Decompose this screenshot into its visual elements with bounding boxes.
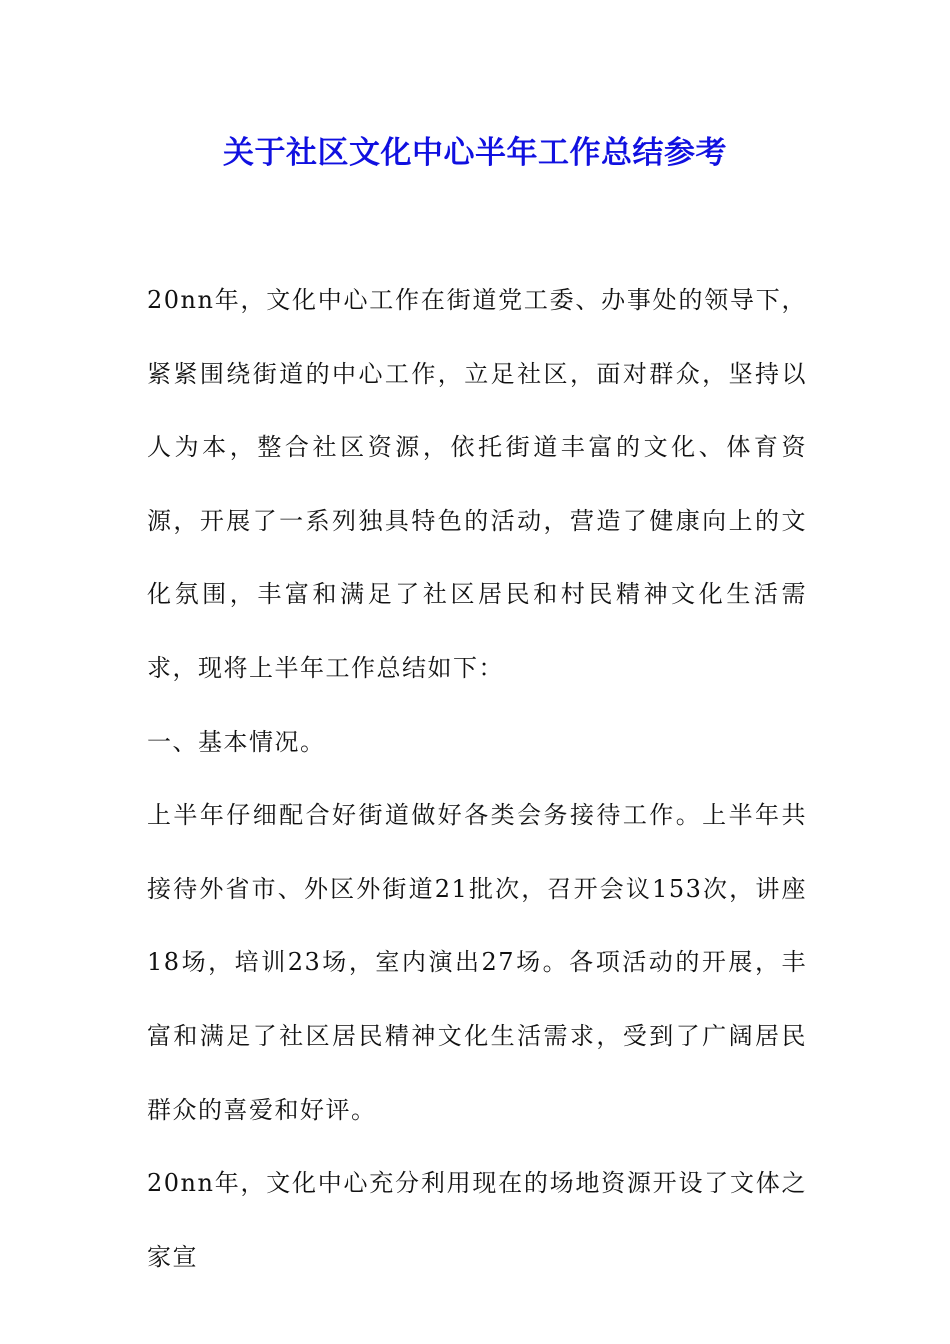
heading-basic-situation: 一、基本情况。 <box>147 727 326 756</box>
document-body <box>147 264 807 1294</box>
paragraph-intro: 20nn年，文化中心工作在街道党工委、办事处的领导下，紧紧围绕街道的中心工作，立足社区，面对群众，坚持以人为本，整合社区资源，依托街道丰富的文化、体育资源，开展了一系列独具特色的活动，营造了健康向上的文化氛围，丰富和满足了社区居民和村民精神文化生活需求，现将上半年工作总结如下： <box>147 286 807 682</box>
document-title: 关于社区文化中心半年工作总结参考 <box>223 135 727 171</box>
paragraph-reception-work: 上半年仔细配合好街道做好各类会务接待工作。上半年共接待外省市、外区外街道21批次，召开会议153次，讲座18场，培训23场，室内演出27场。各项活动的开展，丰富和满足了社区居民精神文化生活需求，受到了广阔居民群众的喜爱和好评。 <box>147 801 807 1124</box>
paragraph-venue-resources: 20nn年，文化中心充分利用现在的场地资源开设了文体之家宣 <box>147 1169 807 1271</box>
